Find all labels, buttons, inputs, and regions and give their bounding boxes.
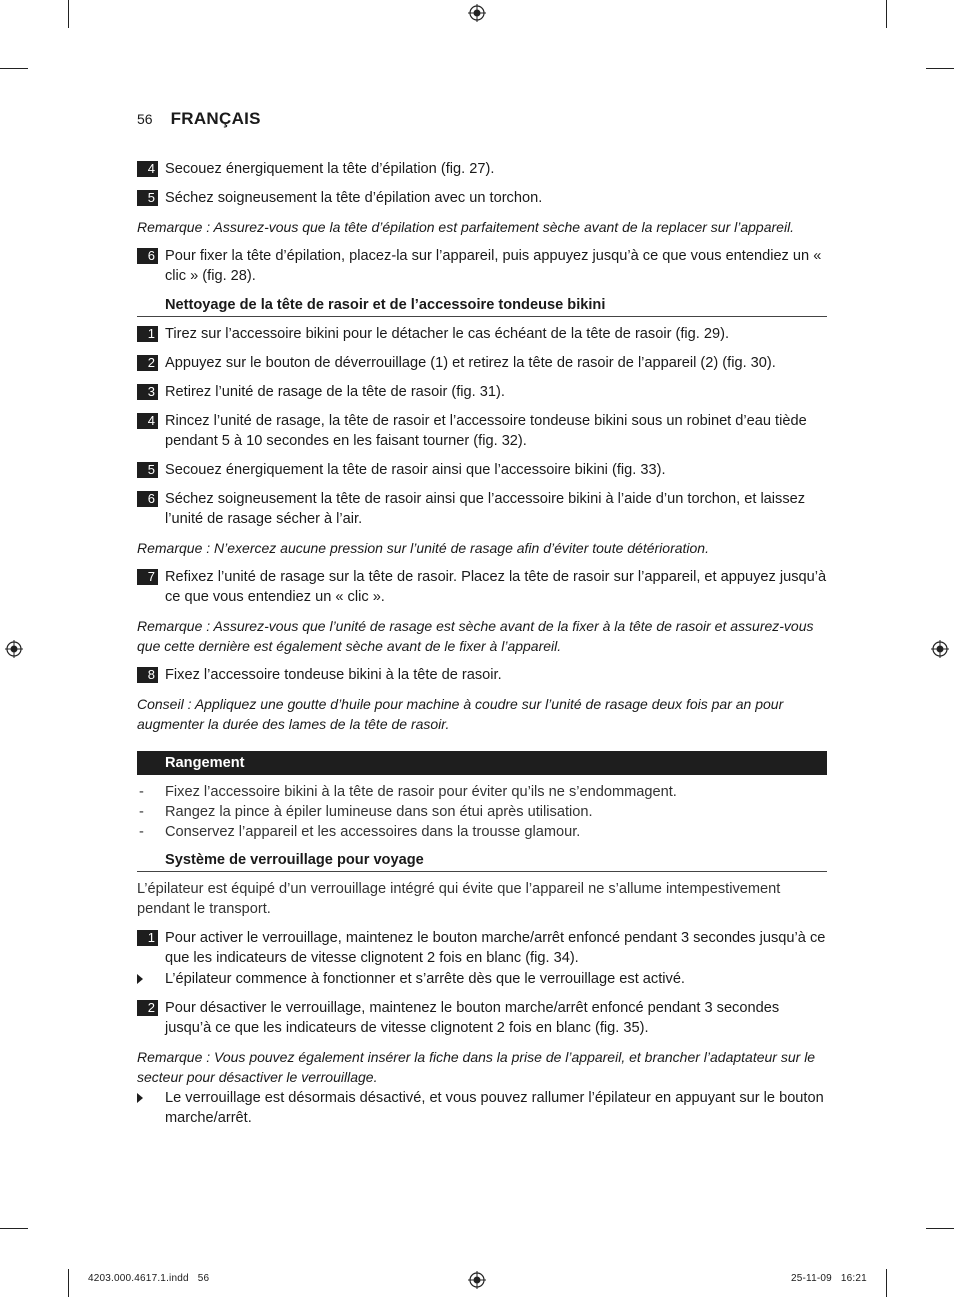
language-title: FRANÇAIS bbox=[170, 109, 261, 128]
crop-mark bbox=[926, 68, 954, 69]
step-text: Séchez soigneusement la tête d’épilation avec un torchon. bbox=[165, 190, 543, 206]
page-content bbox=[137, 159, 827, 1137]
remark-note: Remarque : Vous pouvez également insérer la fiche dans la prise de l’appareil, et brancher l’adaptateur sur le secteur pour désactiver le verrouillage. bbox=[137, 1049, 816, 1085]
list-item bbox=[137, 782, 827, 802]
step-text: Appuyez sur le bouton de déverrouillage (1) et retirez la tête de rasoir de l’appareil (2) (fig. 30). bbox=[165, 355, 776, 371]
step-number: 3 bbox=[137, 384, 158, 400]
step-number: 6 bbox=[137, 248, 158, 264]
step-number: 2 bbox=[137, 355, 158, 371]
section-heading-storage: Rangement bbox=[137, 751, 827, 775]
step-item bbox=[137, 411, 827, 451]
step-text: Pour activer le verrouillage, maintenez le bouton marche/arrêt enfoncé pendant 3 secondes jusqu’à ce que les indicateurs de vitesse clignotent 2 fois en blanc (fig. 34). bbox=[165, 930, 826, 966]
step-number: 5 bbox=[137, 462, 158, 478]
registration-mark-icon bbox=[931, 640, 949, 658]
step-item bbox=[137, 382, 827, 402]
step-text: Pour désactiver le verrouillage, maintenez le bouton marche/arrêt enfoncé pendant 3 secondes jusqu’à ce que les indicateurs de vitesse clignotent 2 fois en blanc (fig. 35). bbox=[165, 1000, 780, 1036]
list-item-text: Fixez l’accessoire bikini à la tête de rasoir pour éviter qu’ils ne s’endommagent. bbox=[165, 784, 677, 800]
step-text: Séchez soigneusement la tête de rasoir ainsi que l’accessoire bikini à l’aide d’un torchon, et laissez l’unité de rasage sécher à l’air. bbox=[165, 491, 806, 527]
step-number: 2 bbox=[137, 1000, 158, 1016]
crop-mark bbox=[886, 0, 887, 28]
step-item bbox=[137, 188, 827, 208]
result-arrow-icon bbox=[137, 974, 143, 984]
step-text: Refixez l’unité de rasage sur la tête de rasoir. Placez la tête de rasoir sur l’appareil, et appuyez jusqu’à ce que vous entendiez un « clic ». bbox=[165, 569, 827, 605]
result-item bbox=[137, 1088, 827, 1128]
step-number: 7 bbox=[137, 569, 158, 585]
remark-note: Remarque : Assurez-vous que la tête d’épilation est parfaitement sèche avant de la replacer sur l’appareil. bbox=[137, 219, 795, 235]
subheading-cleaning: Nettoyage de la tête de rasoir et de l’accessoire tondeuse bikini bbox=[137, 295, 827, 317]
registration-mark-icon bbox=[5, 640, 23, 658]
step-text: Rincez l’unité de rasage, la tête de rasoir et l’accessoire tondeuse bikini sous un robinet d’eau tiède pendant 5 à 10 secondes en les faisant tourner (fig. 32). bbox=[165, 413, 807, 449]
crop-mark bbox=[0, 1228, 28, 1229]
crop-mark bbox=[886, 1269, 887, 1297]
result-text: Le verrouillage est désormais désactivé, et vous pouvez rallumer l’épilateur en appuyant sur le bouton marche/arrêt. bbox=[165, 1090, 824, 1126]
result-text: L’épilateur commence à fonctionner et s’arrête dès que le verrouillage est activé. bbox=[165, 971, 685, 987]
list-item bbox=[137, 822, 827, 842]
remark-note: Remarque : N’exercez aucune pression sur l’unité de rasage afin d’éviter toute détérioration. bbox=[137, 540, 709, 556]
page-header bbox=[137, 109, 261, 129]
step-text: Retirez l’unité de rasage de la tête de rasoir (fig. 31). bbox=[165, 384, 505, 400]
step-text: Fixez l’accessoire tondeuse bikini à la tête de rasoir. bbox=[165, 667, 502, 683]
step-number: 5 bbox=[137, 190, 158, 206]
tip-note: Conseil : Appliquez une goutte d’huile pour machine à coudre sur l’unité de rasage deux fois par an pour augmenter la durée des lames de la tête de rasoir. bbox=[137, 696, 784, 732]
step-item bbox=[137, 324, 827, 344]
crop-mark bbox=[68, 0, 69, 28]
step-item bbox=[137, 998, 827, 1038]
page-number: 56 bbox=[137, 111, 153, 127]
step-item bbox=[137, 460, 827, 480]
list-item bbox=[137, 802, 827, 822]
dash-marker: - bbox=[139, 784, 144, 800]
step-item bbox=[137, 246, 827, 286]
step-text: Secouez énergiquement la tête de rasoir ainsi que l’accessoire bikini (fig. 33). bbox=[165, 462, 666, 478]
crop-mark bbox=[68, 1269, 69, 1297]
registration-mark-icon bbox=[468, 1271, 486, 1289]
step-item bbox=[137, 489, 827, 529]
step-number: 8 bbox=[137, 667, 158, 683]
step-number: 4 bbox=[137, 413, 158, 429]
step-item bbox=[137, 665, 827, 685]
result-item bbox=[137, 969, 827, 989]
step-item bbox=[137, 353, 827, 373]
subheading-travel-lock: Système de verrouillage pour voyage bbox=[137, 850, 827, 872]
step-item bbox=[137, 159, 827, 179]
step-number: 1 bbox=[137, 326, 158, 342]
step-text: Secouez énergiquement la tête d’épilation (fig. 27). bbox=[165, 161, 495, 177]
list-item-text: Conservez l’appareil et les accessoires dans la trousse glamour. bbox=[165, 824, 581, 840]
step-text: Pour fixer la tête d’épilation, placez-la sur l’appareil, puis appuyez jusqu’à ce que vous entendiez un « clic » (fig. 28). bbox=[165, 248, 822, 284]
storage-list bbox=[137, 782, 827, 842]
crop-mark bbox=[926, 1228, 954, 1229]
dash-marker: - bbox=[139, 804, 144, 820]
step-item bbox=[137, 928, 827, 968]
intro-paragraph: L’épilateur est équipé d’un verrouillage intégré qui évite que l’appareil ne s’allume intempestivement pendant le transport. bbox=[137, 881, 781, 917]
registration-mark-icon bbox=[468, 4, 486, 22]
step-text: Tirez sur l’accessoire bikini pour le détacher le cas échéant de la tête de rasoir (fig. 29). bbox=[165, 326, 730, 342]
list-item-text: Rangez la pince à épiler lumineuse dans son étui après utilisation. bbox=[165, 804, 593, 820]
step-item bbox=[137, 567, 827, 607]
footer-date: 25-11-09 16:21 bbox=[791, 1273, 867, 1284]
step-number: 6 bbox=[137, 491, 158, 507]
step-number: 4 bbox=[137, 161, 158, 177]
remark-note: Remarque : Assurez-vous que l’unité de rasage est sèche avant de la fixer à la tête de rasoir et assurez-vous que cette dernière est également sèche avant de le fixer à l’appareil. bbox=[137, 618, 814, 654]
crop-mark bbox=[0, 68, 28, 69]
footer-file-info: 4203.000.4617.1.indd 56 bbox=[88, 1273, 210, 1284]
step-number: 1 bbox=[137, 930, 158, 946]
result-arrow-icon bbox=[137, 1093, 143, 1103]
dash-marker: - bbox=[139, 824, 144, 840]
